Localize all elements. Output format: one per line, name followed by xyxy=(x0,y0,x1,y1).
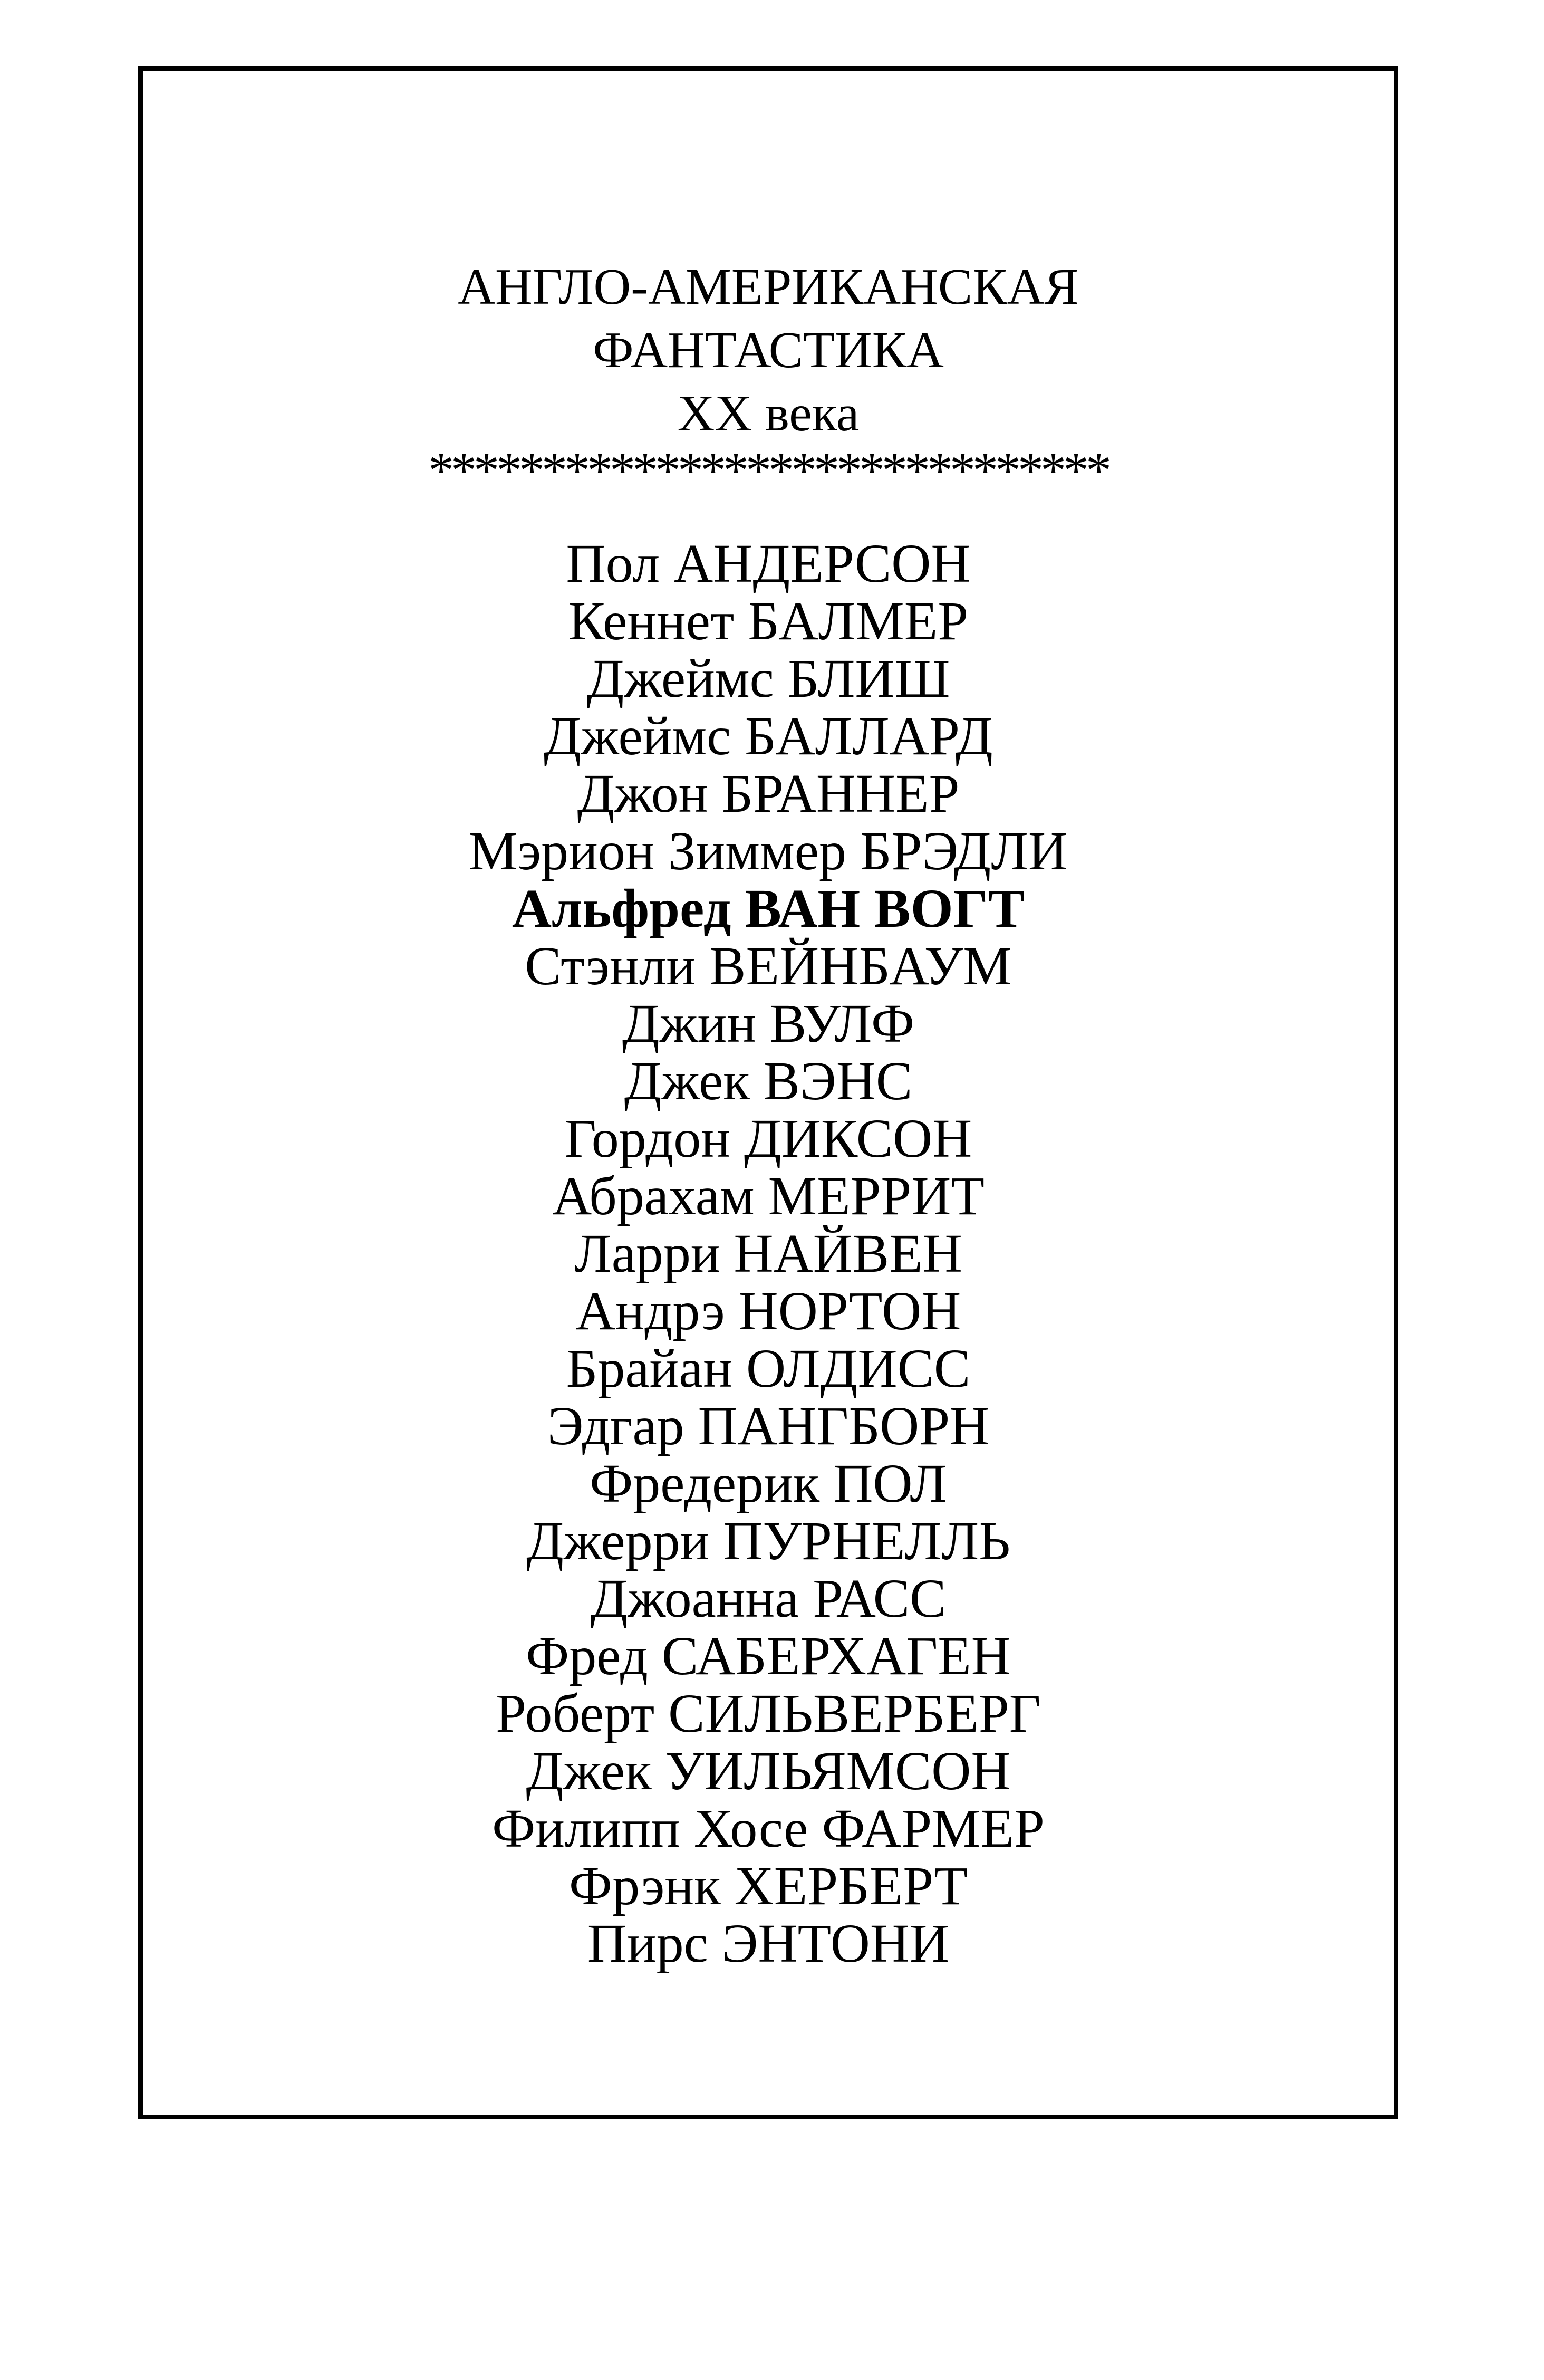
author-item: Эдгар ПАНГБОРН xyxy=(547,1396,990,1456)
series-title-line-2: ФАНТАСТИКА xyxy=(593,322,944,379)
series-subtitle: XX века xyxy=(677,385,860,442)
author-item: Ларри НАЙВЕН xyxy=(574,1223,962,1284)
author-item: Филипп Хосе ФАРМЕР xyxy=(492,1798,1045,1859)
author-item: Андрэ НОРТОН xyxy=(575,1281,961,1341)
author-item: Пол АНДЕРСОН xyxy=(566,533,971,594)
author-item: Фред САБЕРХАГЕН xyxy=(526,1626,1011,1686)
page-frame xyxy=(138,66,1398,2119)
author-item: Джеймс БЛИШ xyxy=(586,648,950,709)
author-item: Пирс ЭНТОНИ xyxy=(587,1913,950,1974)
author-item: Джеймс БАЛЛАРД xyxy=(544,706,993,766)
author-item: Брайан ОЛДИСС xyxy=(566,1338,971,1399)
author-item: Гордон ДИКСОН xyxy=(564,1108,972,1169)
author-item: Стэнли ВЕЙНБАУМ xyxy=(525,936,1012,996)
series-title-line-1: АНГЛО-АМЕРИКАНСКАЯ xyxy=(458,258,1079,315)
author-item: Роберт СИЛЬВЕРБЕРГ xyxy=(496,1683,1041,1744)
author-item: Джерри ПУРНЕЛЛЬ xyxy=(526,1511,1010,1571)
author-item: Кеннет БАЛМЕР xyxy=(568,591,969,651)
author-item-highlighted: Альфред ВАН ВОГТ xyxy=(512,878,1025,939)
author-item: Мэрион Зиммер БРЭДЛИ xyxy=(468,821,1068,881)
series-header xyxy=(143,255,1394,499)
author-item: Джоанна РАСС xyxy=(590,1568,947,1629)
author-item: Джин ВУЛФ xyxy=(622,993,915,1054)
author-item: Фрэнк ХЕРБЕРТ xyxy=(569,1856,968,1916)
author-item: Фредерик ПОЛ xyxy=(590,1453,947,1514)
author-item: Джек УИЛЬЯМСОН xyxy=(526,1741,1011,1801)
asterisk-divider: ****************************** xyxy=(428,442,1108,499)
author-item: Абрахам МЕРРИТ xyxy=(552,1166,985,1226)
author-item: Джон БРАННЕР xyxy=(577,763,960,824)
author-item: Джек ВЭНС xyxy=(624,1051,913,1111)
author-list xyxy=(143,535,1394,1972)
